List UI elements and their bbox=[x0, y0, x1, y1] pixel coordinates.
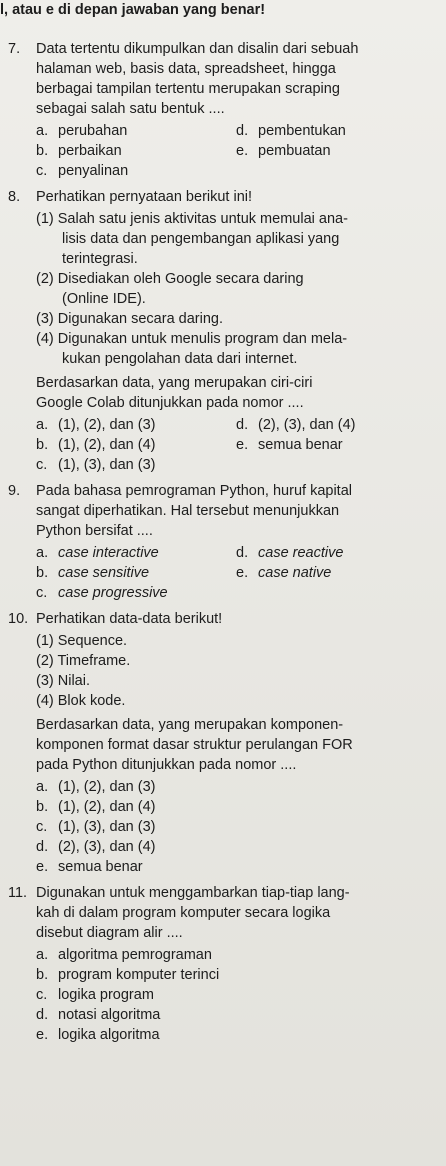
question-8-intro: Perhatikan pernyataan berikut ini! bbox=[36, 189, 253, 205]
question-10-intro: Perhatikan data-data berikut! bbox=[36, 611, 223, 627]
question-8-statement-line-5: (Online IDE). bbox=[62, 291, 146, 307]
question-7-option-e[interactable]: e. pembuatan bbox=[236, 143, 331, 159]
question-7-line-4: sebagai salah satu bentuk .... bbox=[36, 101, 225, 117]
question-10-option-b[interactable]: b. (1), (2), dan (4) bbox=[36, 799, 156, 815]
question-7-option-a[interactable]: a. perubahan bbox=[36, 123, 128, 139]
question-7-line-3: berbagai tampilan tertentu merupakan scraping bbox=[36, 81, 340, 97]
question-11-option-b[interactable]: b. program komputer terinci bbox=[36, 967, 220, 983]
question-8-option-b[interactable]: b. (1), (2), dan (4) bbox=[36, 437, 156, 453]
question-9-option-c[interactable]: c. case progressive bbox=[36, 585, 168, 601]
question-10-stem-line-1: Berdasarkan data, yang merupakan komponen- bbox=[36, 717, 344, 733]
question-10-item-2: (2) Timeframe. bbox=[36, 653, 131, 669]
question-10-number: 10. bbox=[8, 611, 29, 627]
question-7-option-b[interactable]: b. perbaikan bbox=[36, 143, 122, 159]
question-7-option-d[interactable]: d. pembentukan bbox=[236, 123, 346, 139]
question-7-line-1: Data tertentu dikumpulkan dan disalin dari sebuah bbox=[36, 41, 359, 57]
question-11-option-c[interactable]: c. logika program bbox=[36, 987, 154, 1003]
question-10-option-e[interactable]: e. semua benar bbox=[36, 859, 143, 875]
question-11-option-a[interactable]: a. algoritma pemrograman bbox=[36, 947, 212, 963]
question-8-statement-line-4: (2) Disediakan oleh Google secara daring bbox=[36, 271, 304, 287]
question-8-statement-line-7: (4) Digunakan untuk menulis program dan mela- bbox=[36, 331, 348, 347]
question-7-option-c[interactable]: c. penyalinan bbox=[36, 163, 129, 179]
question-10-item-4: (4) Blok kode. bbox=[36, 693, 126, 709]
question-7-line-2: halaman web, basis data, spreadsheet, hingga bbox=[36, 61, 336, 77]
question-8-statement-line-1: (1) Salah satu jenis aktivitas untuk memulai ana- bbox=[36, 211, 348, 227]
question-8-option-a[interactable]: a. (1), (2), dan (3) bbox=[36, 417, 156, 433]
question-8-stem-line-1: Berdasarkan data, yang merupakan ciri-ciri bbox=[36, 375, 313, 391]
question-11-number: 11. bbox=[8, 885, 28, 901]
question-10-stem-line-2: komponen format dasar struktur perulangan FOR bbox=[36, 737, 353, 753]
question-7-number: 7. bbox=[8, 41, 21, 57]
question-11-option-e[interactable]: e. logika algoritma bbox=[36, 1027, 160, 1043]
question-9-option-b[interactable]: b. case sensitive bbox=[36, 565, 150, 581]
question-8-option-d[interactable]: d. (2), (3), dan (4) bbox=[236, 417, 356, 433]
question-9-line-1: Pada bahasa pemrograman Python, huruf kapital bbox=[36, 483, 352, 499]
question-10-option-c[interactable]: c. (1), (3), dan (3) bbox=[36, 819, 156, 835]
question-8-statement-line-6: (3) Digunakan secara daring. bbox=[36, 311, 223, 327]
question-8-statement-line-8: kukan pengolahan data dari internet. bbox=[62, 351, 298, 367]
question-9-option-d[interactable]: d. case reactive bbox=[236, 545, 344, 561]
question-9-option-a[interactable]: a. case interactive bbox=[36, 545, 159, 561]
question-8-statement-line-2: lisis data dan pengembangan aplikasi yang bbox=[62, 231, 340, 247]
question-10-stem-line-3: pada Python ditunjukkan pada nomor .... bbox=[36, 757, 297, 773]
question-11-option-d[interactable]: d. notasi algoritma bbox=[36, 1007, 161, 1023]
question-8-number: 8. bbox=[8, 189, 21, 205]
question-10-item-3: (3) Nilai. bbox=[36, 673, 90, 689]
question-8-statement-line-3: terintegrasi. bbox=[62, 251, 138, 267]
question-9-option-e[interactable]: e. case native bbox=[236, 565, 332, 581]
question-8-option-c[interactable]: c. (1), (3), dan (3) bbox=[36, 457, 156, 473]
question-9-number: 9. bbox=[8, 483, 21, 499]
question-10-option-d[interactable]: d. (2), (3), dan (4) bbox=[36, 839, 156, 855]
question-9-line-2: sangat diperhatikan. Hal tersebut menunjukkan bbox=[36, 503, 340, 519]
question-11-line-2: kah di dalam program komputer secara logika bbox=[36, 905, 331, 921]
question-8-stem-line-2: Google Colab ditunjukkan pada nomor .... bbox=[36, 395, 304, 411]
question-9-line-3: Python bersifat .... bbox=[36, 523, 153, 539]
question-11-line-3: disebut diagram alir .... bbox=[36, 925, 183, 941]
question-8-option-e[interactable]: e. semua benar bbox=[236, 437, 343, 453]
question-11-line-1: Digunakan untuk menggambarkan tiap-tiap lang- bbox=[36, 885, 350, 901]
question-10-item-1: (1) Sequence. bbox=[36, 633, 128, 649]
instruction-header: l, atau e di depan jawaban yang benar! bbox=[0, 2, 266, 18]
question-10-option-a[interactable]: a. (1), (2), dan (3) bbox=[36, 779, 156, 795]
